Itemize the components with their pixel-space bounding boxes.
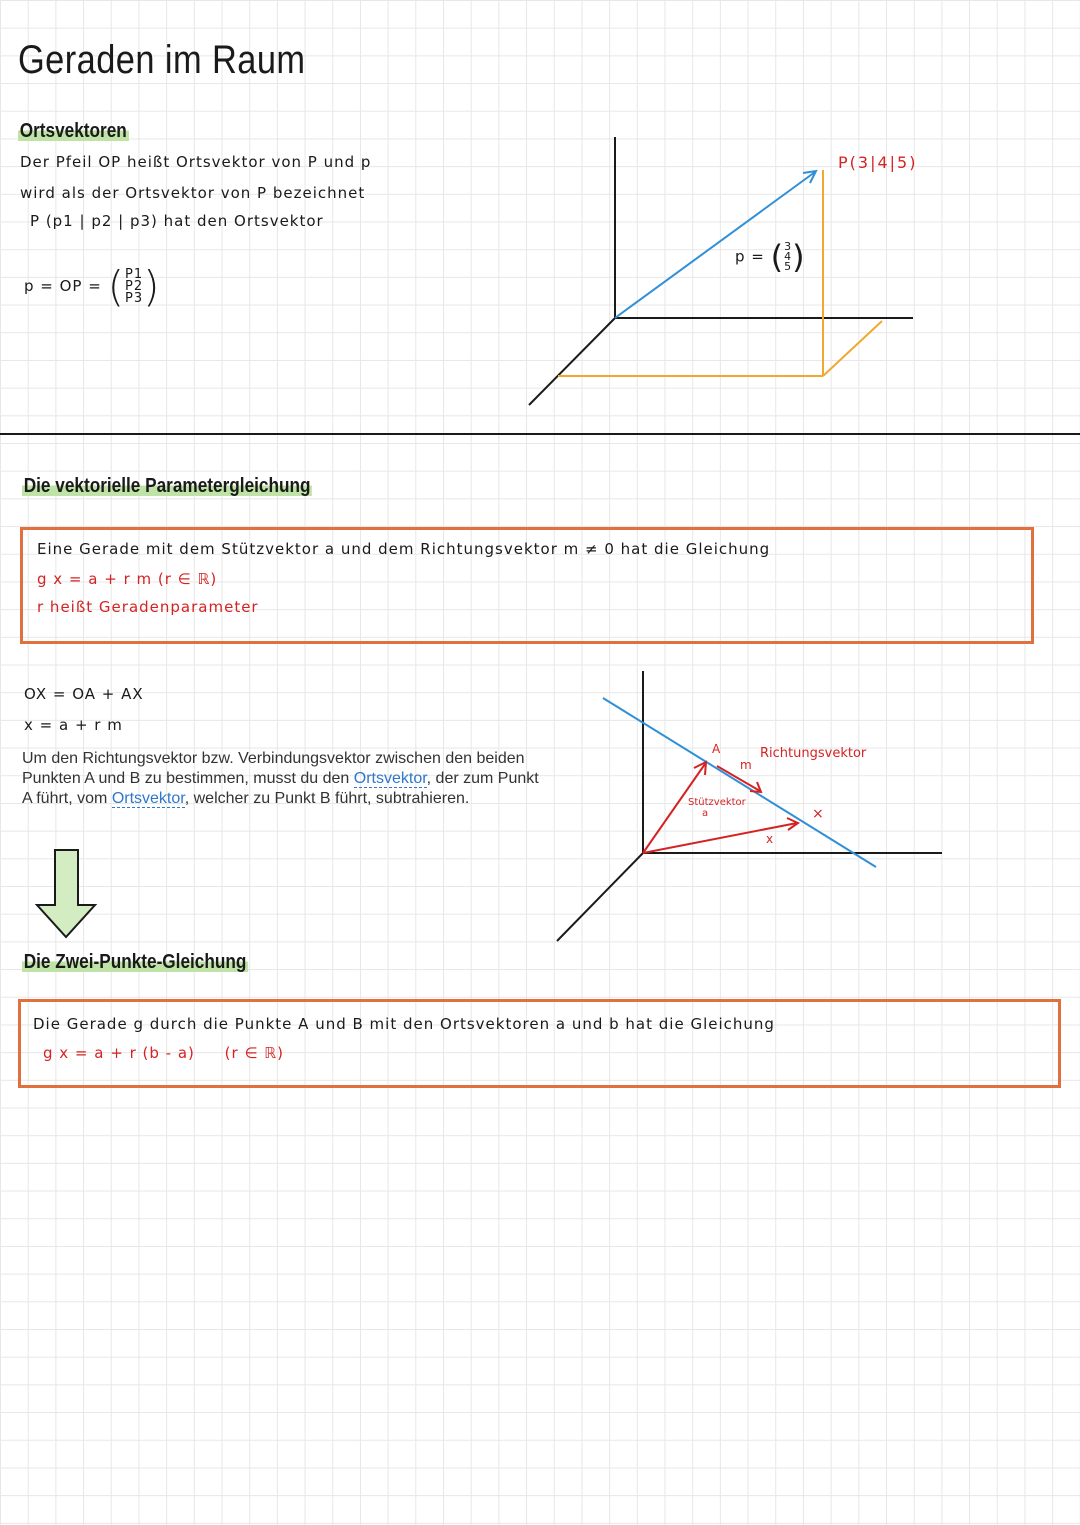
parameter-box-line3: r heißt Geradenparameter bbox=[37, 598, 259, 616]
fig2-label-m: m bbox=[740, 758, 752, 772]
zwei-punkte-heading: Die Zwei-Punkte-Gleichung bbox=[23, 951, 247, 973]
info-text-part2: , der zum Punkt A führt, vom bbox=[22, 770, 539, 807]
fig1-x-axis bbox=[529, 318, 615, 405]
fig2-label-a: A bbox=[712, 742, 721, 756]
fig1-components bbox=[784, 242, 792, 272]
fig2-label-x: x bbox=[766, 832, 774, 846]
fig2-richtungsvektor bbox=[717, 766, 760, 791]
parameter-box bbox=[20, 527, 1034, 644]
fig1-component-x: 3 bbox=[784, 240, 793, 253]
down-arrow-icon bbox=[37, 850, 95, 937]
fig2-stuetzvektor-arrowhead bbox=[694, 762, 706, 775]
ortsvektor-link-1[interactable]: Ortsvektor bbox=[353, 770, 427, 787]
info-text-part1: Um den Richtungsvektor bzw. Verbindungsvektor zwischen den beiden Punkten A und B zu bestimmen, musst du den bbox=[22, 750, 525, 787]
parameter-box-line2: g x = a + r m (r ∈ ℝ) bbox=[37, 570, 218, 588]
parameter-eq1: OX = OA + AX bbox=[24, 685, 144, 703]
ortsvektoren-line2: wird als der Ortsvektor von P bezeichnet bbox=[20, 184, 366, 202]
fig1-vector-label: p = (3 4 5) bbox=[735, 238, 806, 276]
ortsvektoren-heading: Ortsvektoren bbox=[19, 120, 127, 142]
ortsvektoren-line3: P (p1 | p2 | p3) hat den Ortsvektor bbox=[30, 212, 324, 230]
ortsvektor-formula-text: p = OP = bbox=[24, 277, 102, 295]
zwei-punkte-equation: g x = a + r (b - a) bbox=[43, 1044, 195, 1062]
fig2-stuetzvektor bbox=[643, 764, 705, 853]
parameter-eq2: x = a + r m bbox=[24, 716, 123, 734]
info-text-part3: , welcher zu Punkt B führt, subtrahieren. bbox=[184, 790, 470, 807]
zwei-punkte-box-line1: Die Gerade g durch die Punkte A und B mit den Ortsvektoren a und b hat die Gleichung bbox=[33, 1015, 775, 1033]
zwei-punkte-box bbox=[18, 999, 1061, 1088]
page-title: Geraden im Raum bbox=[18, 38, 306, 82]
fig1-point-label: P(3|4|5) bbox=[838, 153, 918, 172]
zwei-punkte-condition: (r ∈ ℝ) bbox=[224, 1044, 285, 1062]
fig2-x-axis bbox=[557, 853, 643, 941]
component-p1: P1 bbox=[125, 266, 144, 282]
component-p2: P2 bbox=[125, 278, 144, 294]
fig1-projection-y bbox=[823, 321, 882, 376]
fig2-label-stuetz: Stützvektor bbox=[688, 797, 746, 808]
parameter-box-line1: Eine Gerade mit dem Stützvektor a und dem Richtungsvektor m ≠ 0 hat die Gleichung bbox=[37, 540, 771, 558]
fig1-vector-label-text: p = bbox=[735, 247, 765, 266]
fig2-vector-x bbox=[643, 823, 797, 853]
component-p3: P3 bbox=[125, 290, 144, 306]
ortsvektoren-line1: Der Pfeil OP heißt Ortsvektor von P und p bbox=[20, 153, 372, 171]
info-text bbox=[22, 749, 542, 809]
zwei-punkte-box-line2 bbox=[43, 1044, 284, 1062]
fig1-component-z: 5 bbox=[784, 260, 793, 273]
parameter-heading: Die vektorielle Parametergleichung bbox=[23, 475, 311, 497]
ortsvektor-formula: p = OP = (P1 P2 P3) bbox=[24, 262, 161, 311]
fig2-label-stuetz-sym: a bbox=[702, 808, 709, 819]
fig2-label-cross: × bbox=[812, 806, 824, 822]
fig2-label-richtung: Richtungsvektor bbox=[760, 746, 867, 761]
ortsvektor-link-2[interactable]: Ortsvektor bbox=[111, 790, 185, 807]
fig1-component-y: 4 bbox=[784, 250, 793, 263]
